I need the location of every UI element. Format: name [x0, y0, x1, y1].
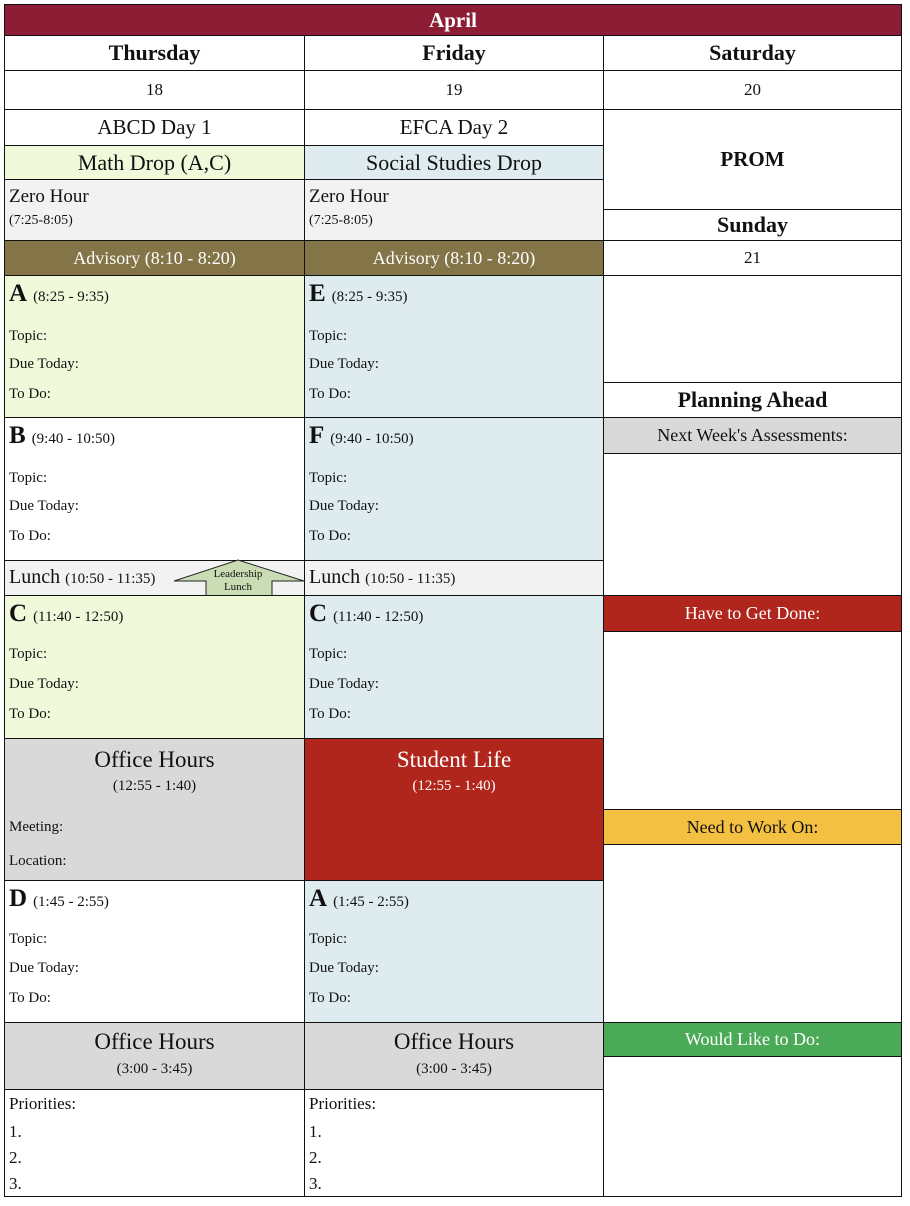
- rotation-thursday: ABCD Day 1: [4, 109, 305, 146]
- block-time: (8:25 - 9:35): [33, 289, 109, 305]
- lunch-time: (10:50 - 11:35): [65, 571, 156, 587]
- block-friday-4[interactable]: [304, 880, 604, 1023]
- month-title: April: [429, 7, 477, 32]
- zero-hour-thursday: [4, 179, 305, 241]
- have-to-get-done-area[interactable]: [603, 631, 902, 810]
- block-time: (9:40 - 10:50): [31, 431, 116, 447]
- meeting-label: Meeting:: [9, 819, 64, 835]
- lunch-title: Lunch: [9, 566, 61, 588]
- date-sunday: 21: [603, 240, 902, 276]
- need-to-work-on-header: [603, 809, 902, 845]
- prom-label: PROM: [720, 147, 785, 171]
- topic-label: Topic:: [309, 328, 348, 344]
- office-hours-title: Office Hours: [94, 747, 215, 772]
- topic-label: Topic:: [9, 328, 48, 344]
- have-to-get-done-label: Have to Get Done:: [684, 603, 821, 623]
- priorities-thursday[interactable]: [4, 1089, 305, 1197]
- need-to-work-on-label: Need to Work On:: [686, 816, 819, 837]
- due-today-label: Due Today:: [309, 356, 379, 372]
- sunday-notes[interactable]: [603, 275, 902, 383]
- priorities-friday[interactable]: [304, 1089, 604, 1197]
- block-time: (9:40 - 10:50): [330, 431, 414, 447]
- zero-hour-time: (7:25-8:05): [309, 213, 373, 228]
- block-thursday-4[interactable]: [4, 880, 305, 1023]
- due-today-label: Due Today:: [309, 498, 379, 514]
- priority-item: 1.: [9, 1122, 22, 1141]
- to-do-label: To Do:: [9, 706, 51, 722]
- month-banner: [4, 4, 902, 36]
- block-thursday-1[interactable]: [4, 275, 305, 418]
- priority-item: 3.: [9, 1174, 22, 1193]
- advisory-label: Advisory (8:10 - 8:20): [73, 247, 236, 268]
- due-today-label: Due Today:: [9, 960, 79, 976]
- due-today-label: Due Today:: [309, 960, 379, 976]
- block-time: (8:25 - 9:35): [331, 289, 408, 305]
- student-life-time: (12:55 - 1:40): [412, 778, 496, 794]
- office-hours-friday-end: [304, 1022, 604, 1090]
- block-thursday-3[interactable]: [4, 595, 305, 739]
- lunch-friday: [304, 560, 604, 596]
- topic-label: Topic:: [309, 646, 348, 662]
- to-do-label: To Do:: [309, 386, 351, 402]
- block-letter: D: [9, 885, 28, 912]
- office-hours-thursday-midday: [4, 738, 305, 881]
- advisory-friday: [304, 240, 604, 276]
- have-to-get-done-header: [603, 595, 902, 632]
- day-header-thursday: Thursday: [4, 35, 305, 71]
- block-time: (11:40 - 12:50): [333, 609, 424, 625]
- block-thursday-2[interactable]: [4, 417, 305, 561]
- zero-hour-label: Zero Hour: [309, 186, 389, 207]
- planning-ahead-header: [603, 382, 902, 418]
- zero-hour-time: (7:25-8:05): [9, 213, 73, 228]
- due-today-label: Due Today:: [9, 498, 79, 514]
- block-letter: C: [309, 600, 328, 627]
- office-hours-title: Office Hours: [94, 1029, 215, 1054]
- block-letter: F: [309, 422, 325, 449]
- drop-thursday: Math Drop (A,C): [4, 145, 305, 180]
- block-letter: B: [9, 422, 26, 449]
- next-week-assessments-area[interactable]: [603, 453, 902, 596]
- due-today-label: Due Today:: [9, 356, 79, 372]
- topic-label: Topic:: [309, 931, 348, 947]
- lunch-time: (10:50 - 11:35): [365, 571, 456, 587]
- block-time: (1:45 - 2:55): [333, 894, 409, 910]
- block-friday-3[interactable]: [304, 595, 604, 739]
- day-header-sunday: Sunday: [603, 209, 902, 241]
- block-time: (1:45 - 2:55): [33, 894, 109, 910]
- prom-event: [603, 109, 902, 210]
- office-hours-time: (3:00 - 3:45): [416, 1061, 492, 1077]
- priorities-title: Priorities:: [9, 1094, 77, 1113]
- leadership-lunch-shape: [174, 559, 308, 597]
- lunch-label: [309, 566, 455, 589]
- drop-friday: Social Studies Drop: [304, 145, 604, 180]
- date-thursday: 18: [4, 70, 305, 110]
- office-hours-time: (12:55 - 1:40): [112, 778, 197, 794]
- block-letter: C: [9, 600, 28, 627]
- topic-label: Topic:: [9, 470, 48, 486]
- date-saturday: 20: [603, 70, 902, 110]
- zero-hour-friday: [304, 179, 604, 241]
- office-hours-thursday-end: [4, 1022, 305, 1090]
- priority-item: 2.: [309, 1148, 322, 1167]
- zero-hour-label: Zero Hour: [9, 186, 89, 207]
- due-today-label: Due Today:: [309, 676, 379, 692]
- to-do-label: To Do:: [9, 386, 51, 402]
- block-friday-2[interactable]: [304, 417, 604, 561]
- priority-item: 3.: [309, 1174, 322, 1193]
- would-like-to-do-area[interactable]: [603, 1056, 902, 1197]
- to-do-label: To Do:: [309, 528, 351, 544]
- day-header-saturday: Saturday: [603, 35, 902, 71]
- leadership-lunch-line1: Leadership: [213, 568, 263, 580]
- to-do-label: To Do:: [309, 990, 351, 1006]
- next-week-assessments-label: Next Week's Assessments:: [657, 425, 848, 445]
- priority-item: 2.: [9, 1148, 22, 1167]
- student-life-title: Student Life: [396, 747, 512, 772]
- lunch-label: [9, 566, 155, 589]
- block-friday-1[interactable]: [304, 275, 604, 418]
- block-letter: A: [309, 885, 328, 912]
- date-friday: 19: [304, 70, 604, 110]
- office-hours-title: Office Hours: [393, 1029, 515, 1054]
- to-do-label: To Do:: [309, 706, 351, 722]
- topic-label: Topic:: [9, 646, 48, 662]
- to-do-label: To Do:: [9, 990, 51, 1006]
- next-week-assessments-header: [603, 417, 902, 454]
- due-today-label: Due Today:: [9, 676, 79, 692]
- advisory-thursday: [4, 240, 305, 276]
- priority-item: 1.: [309, 1122, 322, 1141]
- block-letter: E: [309, 280, 326, 307]
- lunch-title: Lunch: [309, 566, 361, 588]
- priorities-title: Priorities:: [309, 1094, 377, 1113]
- office-hours-time: (3:00 - 3:45): [116, 1061, 193, 1077]
- need-to-work-on-area[interactable]: [603, 844, 902, 1023]
- leadership-lunch-line2: Lunch: [223, 581, 253, 593]
- advisory-label: Advisory (8:10 - 8:20): [372, 247, 536, 268]
- day-header-friday: Friday: [304, 35, 604, 71]
- to-do-label: To Do:: [9, 528, 51, 544]
- would-like-to-do-header: [603, 1022, 902, 1057]
- topic-label: Topic:: [309, 470, 348, 486]
- block-letter: A: [9, 280, 28, 307]
- rotation-friday: EFCA Day 2: [304, 109, 604, 146]
- would-like-to-do-label: Would Like to Do:: [684, 1029, 821, 1049]
- location-label: Location:: [9, 853, 67, 869]
- block-time: (11:40 - 12:50): [33, 609, 124, 625]
- student-life-friday: [304, 738, 604, 881]
- topic-label: Topic:: [9, 931, 48, 947]
- planning-ahead-title: Planning Ahead: [677, 387, 828, 412]
